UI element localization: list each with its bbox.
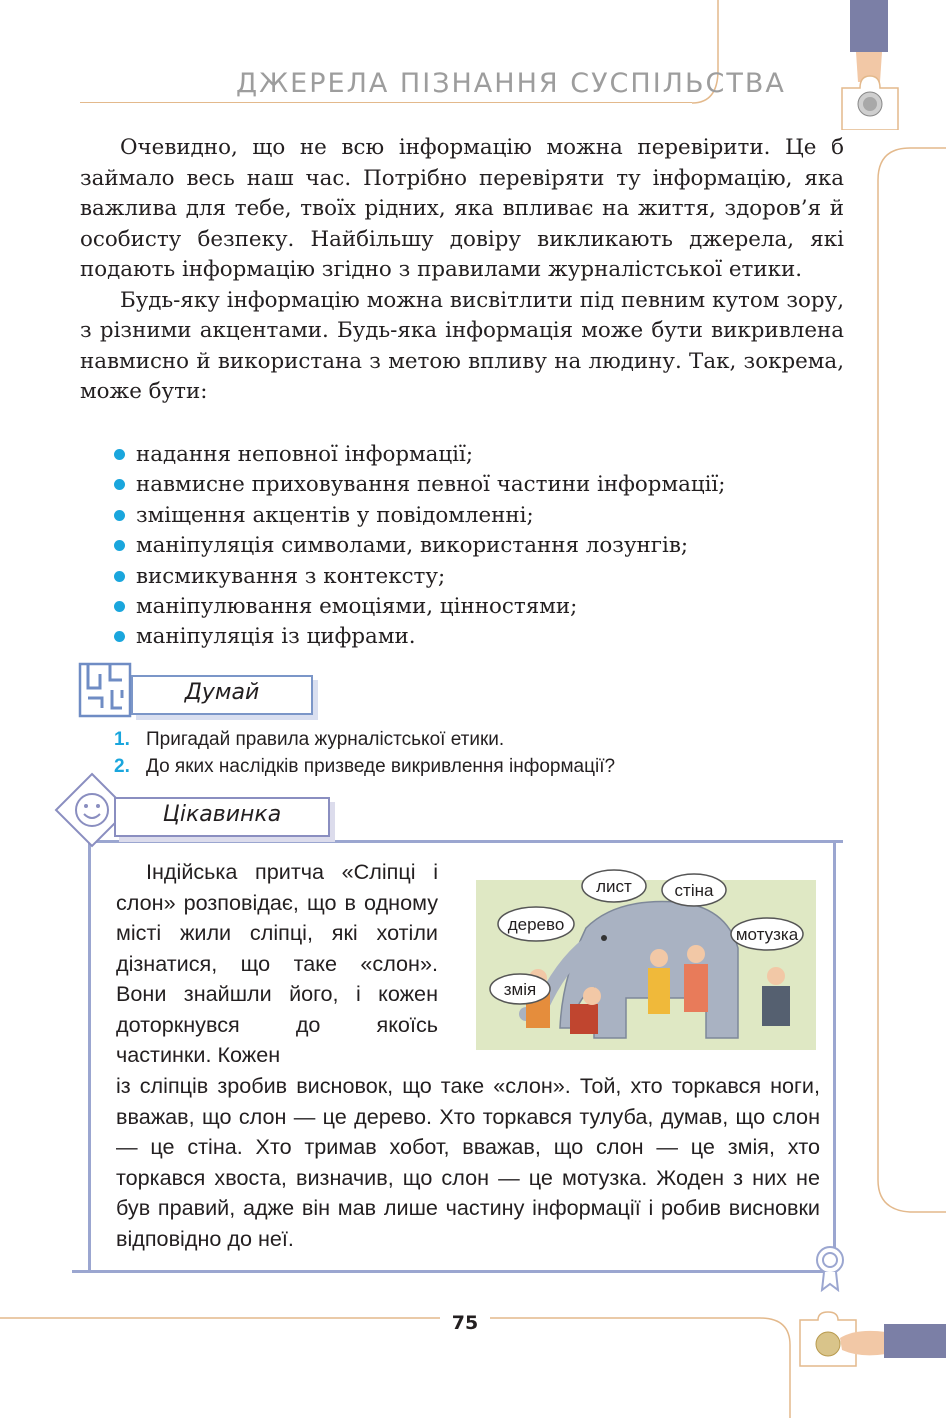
fact-text-bottom: із сліпців зробив висновок, що таке «слон». Той, хто торкався ноги, вважав, що слон — це дерево. Хто торкався тулуба, думав, що слон — це стіна. Хто тримав хобот, вважав, що слон — це змія, хто торкався хвоста, визначив, що слон — це мотузка. Жоден з них не був правий, адже він мав лише частину інформації і робив висновки відповідно до неї. [116, 1073, 820, 1251]
question-item: 1. Пригадай правила журналістської етики. [114, 729, 505, 750]
bubble-wall-label: стіна [674, 881, 714, 900]
list-item: навмисне приховування певної частини інформації; [114, 470, 726, 500]
fact-label-box [114, 797, 330, 837]
bullet-icon [114, 479, 125, 490]
bullet-icon [114, 571, 125, 582]
page-header-title: ДЖЕРЕЛА ПІЗНАННЯ СУСПІЛЬСТВА [236, 68, 786, 99]
bullet-icon [114, 601, 125, 612]
maze-icon [78, 662, 132, 718]
list-item: висмикування з контексту; [114, 562, 726, 592]
list-item: маніпуляція із цифрами. [114, 622, 726, 652]
rosette-icon [812, 1244, 848, 1292]
list-item: надання неповної інформації; [114, 440, 726, 470]
puzzle-hand-top-icon [836, 0, 906, 130]
list-item: зміщення акцентів у повідомленні; [114, 501, 726, 531]
blind-men-elephant-illustration [476, 868, 816, 1050]
think-questions [114, 726, 615, 780]
page-number: 75 [451, 1312, 479, 1334]
bullet-icon [114, 510, 125, 521]
puzzle-hand-bottom-icon [796, 1310, 946, 1374]
question-item: 2. До яких наслідків призведе викривлення інформації? [114, 756, 616, 777]
bubble-rope-label: мотузка [735, 925, 799, 944]
fact-frame-bottom [72, 1270, 832, 1273]
list-item: маніпулювання емоціями, цінностями; [114, 592, 726, 622]
paragraph-1: Очевидно, що не всю інформацію можна перевірити. Це б займало весь наш час. Потрібно перевіряти ту інформацію, яка важлива для тебе, твоїх рідних, яка впливає на життя, здоров’я й особисту безпеку. Найбільшу довіру викликають джерела, які подають інформацію згідно з правилами журналістської етики. [80, 135, 844, 282]
bullet-icon [114, 540, 125, 551]
bullet-icon [114, 631, 125, 642]
think-heading: Думай [184, 680, 260, 705]
fact-text-top: Індійська притча «Сліпці і слон» розповідає, що в одному місті жили сліпці, які хотіли дізнатися, що таке «слон». Вони знайшли його, і кожен доторкнувся до якоїсь частинки. Кожен [116, 859, 438, 1067]
think-label-box [131, 675, 313, 715]
main-text [80, 133, 844, 408]
manipulation-list [114, 440, 726, 653]
bullet-icon [114, 449, 125, 460]
fact-heading: Цікавинка [162, 802, 282, 827]
bubble-snake-label: змія [503, 980, 537, 999]
bubble-tree-label: дерево [507, 915, 565, 934]
list-item: маніпуляція символами, використання лозунгів; [114, 531, 726, 561]
paragraph-2: Будь-яку інформацію можна висвітлити під певним кутом зору, з різними акцентами. Будь-яка інформація може бути викривлена навмисно й використана з метою впливу на людину. Так, зокрема, може бути: [80, 287, 844, 404]
bubble-leaf-label: лист [596, 877, 632, 896]
